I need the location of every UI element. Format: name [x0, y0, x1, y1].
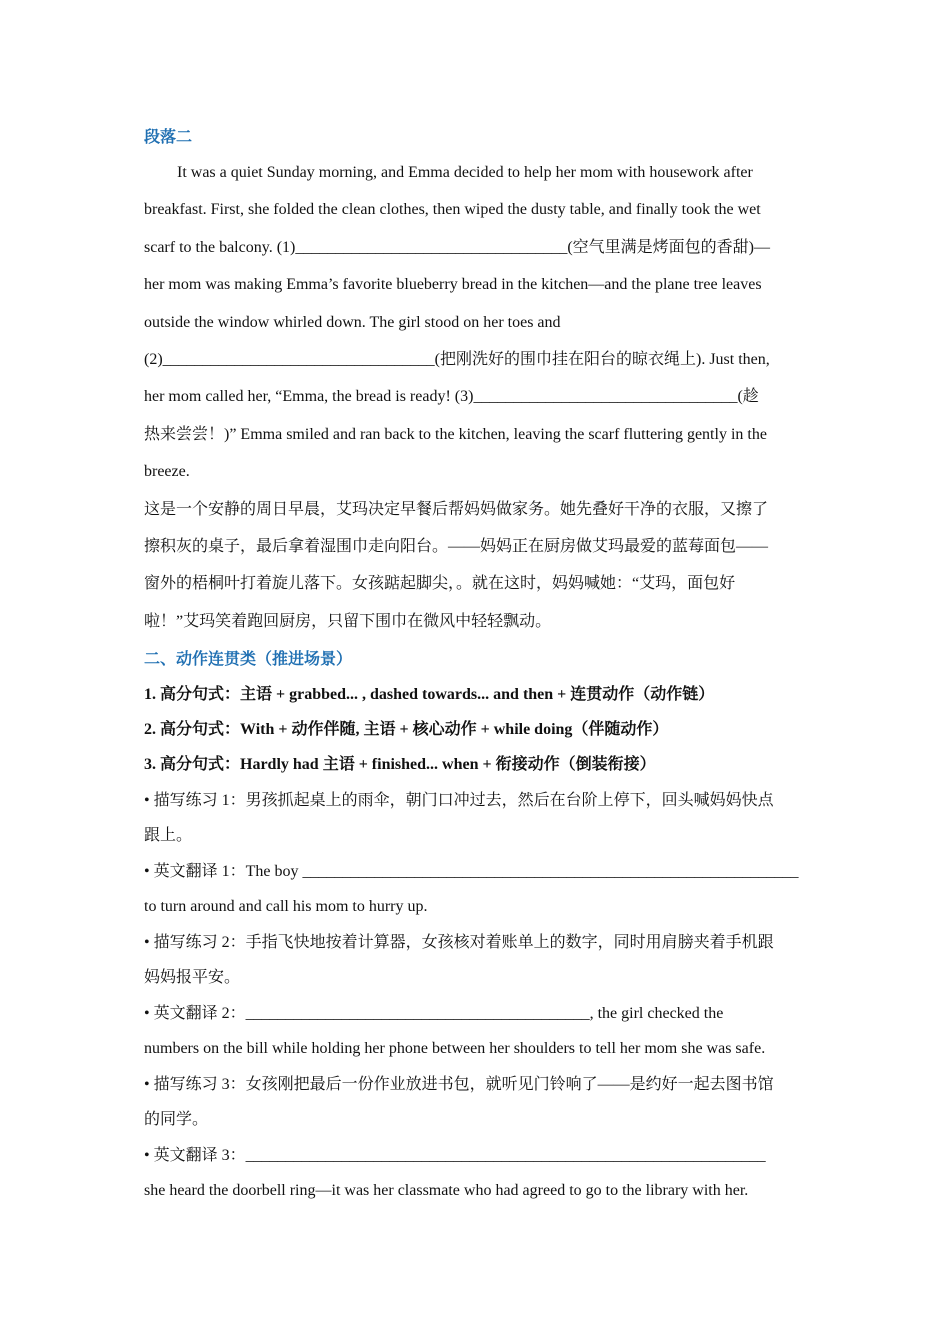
exercise-translation-line: • 英文翻译 2：___________________________________________, the girl checked the [144, 1004, 724, 1022]
exercise-desc-line: • 描写练习 2：手指飞快地按着计算器，女孩核对着账单上的数字，同时用肩膀夹着手机跟 [144, 933, 774, 951]
exercise-translation-line: she heard the doorbell ring—it was her classmate who had agreed to go to the library with her. [144, 1181, 749, 1199]
paragraph-line: her mom was making Emma’s favorite blueberry bread in the kitchen—and the plane tree leaves [144, 276, 762, 294]
exercise-translation-line: • 英文翻译 3：_________________________________________________________________ [144, 1146, 766, 1164]
section-heading: 段落二 [144, 129, 193, 146]
exercise-1 [144, 782, 806, 924]
exercise-desc-line: 的同学。 [144, 1110, 209, 1128]
paragraph-line: breeze. [144, 463, 190, 481]
exercise-desc-line: 妈妈报平安。 [144, 968, 241, 986]
exercise-translation-line: to turn around and call his mom to hurry up. [144, 897, 428, 915]
paragraph-line: breakfast. First, she folded the clean clothes, then wiped the dusty table, and finally took the wet [144, 201, 761, 219]
exercise-desc-line: • 描写练习 3：女孩刚把最后一份作业放进书包，就听见门铃响了——是约好一起去图书馆 [144, 1075, 774, 1093]
translation-line: 窗外的梧桐叶打着旋儿落下。女孩踮起脚尖，。就在这时，妈妈喊她：“艾玛，面包好 [144, 575, 736, 593]
exercise-translation-line: numbers on the bill while holding her phone between her shoulders to tell her mom she was safe. [144, 1039, 766, 1057]
pattern-2: 2. 高分句式：With + 动作伴随, 主语 + 核心动作 + while doing（伴随动作） [144, 720, 669, 738]
paragraph-line: her mom called her, “Emma, the bread is ready! (3)_________________________________(趁 [144, 388, 759, 406]
paragraph-line: (2)__________________________________(把刚洗好的围巾挂在阳台的晾衣绳上). Just then, [144, 351, 770, 369]
paragraph-line: It was a quiet Sunday morning, and Emma decided to help her mom with housework after [177, 164, 753, 181]
story-paragraph [144, 154, 806, 491]
paragraph-line: scarf to the balcony. (1)__________________________________(空气里满是烤面包的香甜)— [144, 238, 771, 256]
translation-line: 啦！”艾玛笑着跑回厨房，只留下围巾在微风中轻轻飘动。 [144, 612, 552, 630]
worksheet-page [144, 122, 806, 1208]
pattern-3: 3. 高分句式：Hardly had 主语 + finished... when + 衔接动作（倒装衔接） [144, 755, 656, 773]
translation-line: 这是一个安静的周日早晨，艾玛决定早餐后帮妈妈做家务。她先叠好干净的衣服，又擦了 [144, 500, 769, 518]
exercise-translation-line: • 英文翻译 1：The boy ______________________________________________________________ [144, 862, 799, 880]
section2-title: 二、动作连贯类（推进场景） [144, 650, 353, 668]
pattern-1: 1. 高分句式：主语 + grabbed... , dashed towards... and then + 连贯动作（动作链） [144, 685, 715, 703]
exercise-desc-line: 跟上。 [144, 826, 193, 844]
chinese-translation [144, 491, 806, 640]
exercise-desc-line: • 描写练习 1：男孩抓起桌上的雨伞，朝门口冲过去，然后在台阶上停下，回头喊妈妈快点 [144, 791, 774, 809]
exercise-3 [144, 1066, 806, 1208]
paragraph-line: 热来尝尝！)” Emma smiled and ran back to the kitchen, leaving the scarf fluttering gently in the [144, 425, 767, 443]
paragraph-line: outside the window whirled down. The girl stood on her toes and [144, 313, 561, 331]
translation-line: 擦积灰的桌子，最后拿着湿围巾走向阳台。——妈妈正在厨房做艾玛最爱的蓝莓面包—— [144, 537, 769, 555]
exercise-2 [144, 924, 806, 1066]
